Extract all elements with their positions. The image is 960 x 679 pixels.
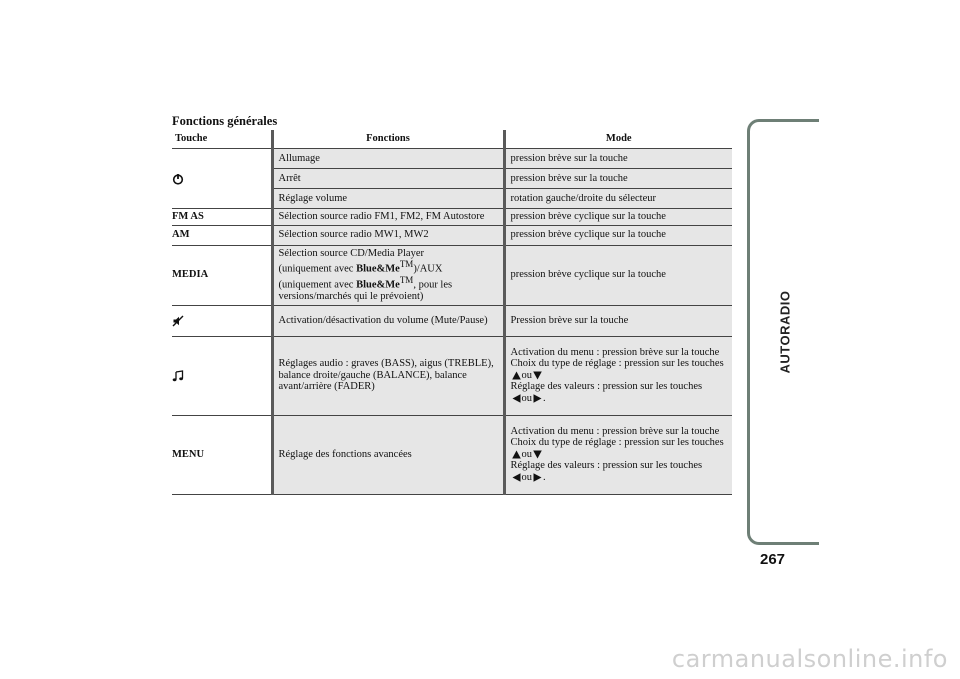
media-mid: )/AUX <box>413 263 443 275</box>
arrow-right-icon <box>533 394 542 403</box>
mode-mute: Pression brève sur la touche <box>504 305 732 336</box>
table-row-am <box>172 225 732 245</box>
media-post2: , pour les versions/marchés qui le prévoient) <box>278 279 453 302</box>
function-am: Sélection source radio MW1, MW2 <box>272 225 504 245</box>
arrow-right-icon <box>533 473 542 482</box>
mode-volume: rotation gauche/droite du sélecteur <box>504 189 732 209</box>
table-header-row <box>172 130 732 149</box>
menu-ou-1: ou <box>521 448 532 460</box>
header-key: Touche <box>172 130 272 149</box>
menu-mode-line3: Réglage des valeurs : pression sur les touches <box>510 460 703 472</box>
header-mode: Mode <box>504 130 732 149</box>
mode-power-off: pression brève sur la touche <box>504 169 732 189</box>
music-note-icon <box>172 370 184 382</box>
key-power <box>172 149 272 209</box>
watermark: carmanualsonline.info <box>671 645 948 673</box>
key-am: AM <box>172 225 272 245</box>
table-row-audio <box>172 336 732 415</box>
arrow-up-icon <box>512 371 521 380</box>
audio-mode-line1: Activation du menu : pression brève sur la touche <box>510 346 720 358</box>
table-row-mute <box>172 305 732 336</box>
function-media <box>272 245 504 305</box>
section-title: Fonctions générales <box>172 114 278 128</box>
function-mute: Activation/désactivation du volume (Mute/Pause) <box>272 305 504 336</box>
table-row-media <box>172 245 732 305</box>
mode-media: pression brève cyclique sur la touche <box>504 245 732 305</box>
brand-name: Blue&Me <box>356 263 400 275</box>
functions-table <box>172 130 732 495</box>
menu-mode-line1: Activation du menu : pression brève sur la touche <box>510 425 720 437</box>
mode-power-on: pression brève sur la touche <box>504 149 732 169</box>
audio-mode-line2: Choix du type de réglage : pression sur les touches <box>510 358 724 370</box>
function-menu: Réglage des fonctions avancées <box>272 415 504 494</box>
brand-name-2: Blue&Me <box>356 279 400 291</box>
arrow-up-icon <box>512 450 521 459</box>
audio-end: . <box>543 392 546 404</box>
chapter-label: AUTORADIO <box>777 290 793 374</box>
function-power-on: Allumage <box>272 149 504 169</box>
function-power-off: Arrêt <box>272 169 504 189</box>
mode-audio <box>504 336 732 415</box>
menu-mode-line2: Choix du type de réglage : pression sur les touches <box>510 437 724 449</box>
tm-mark-2: TM <box>399 275 414 285</box>
arrow-down-icon <box>533 371 542 380</box>
menu-ou-2: ou <box>521 471 532 483</box>
key-menu: MENU <box>172 415 272 494</box>
mode-menu <box>504 415 732 494</box>
media-line1: Sélection source CD/Media Player <box>278 247 425 259</box>
table-row-power-on <box>172 149 732 169</box>
arrow-left-icon <box>512 394 521 403</box>
audio-ou-2: ou <box>521 392 532 404</box>
power-icon <box>172 173 184 185</box>
arrow-down-icon <box>533 450 542 459</box>
tm-mark: TM <box>399 259 414 269</box>
key-media: MEDIA <box>172 245 272 305</box>
audio-ou-1: ou <box>521 369 532 381</box>
key-mute <box>172 305 272 336</box>
function-volume: Réglage volume <box>272 189 504 209</box>
table-row-fmas <box>172 209 732 226</box>
key-fmas: FM AS <box>172 209 272 226</box>
mute-icon <box>172 315 184 327</box>
table-row-menu <box>172 415 732 494</box>
arrow-left-icon <box>512 473 521 482</box>
header-function: Fonctions <box>272 130 504 149</box>
audio-mode-line3: Réglage des valeurs : pression sur les touches <box>510 381 703 393</box>
page-number: 267 <box>760 551 786 568</box>
function-audio: Réglages audio : graves (BASS), aigus (TREBLE), balance droite/gauche (BALANCE), balance avant/arrière (FADER) <box>272 336 504 415</box>
key-audio <box>172 336 272 415</box>
mode-fmas: pression brève cyclique sur la touche <box>504 209 732 226</box>
mode-am: pression brève cyclique sur la touche <box>504 225 732 245</box>
media-pre2: (uniquement avec <box>278 279 357 291</box>
media-pre1: (uniquement avec <box>278 263 357 275</box>
menu-end: . <box>543 471 546 483</box>
function-fmas: Sélection source radio FM1, FM2, FM Autostore <box>272 209 504 226</box>
